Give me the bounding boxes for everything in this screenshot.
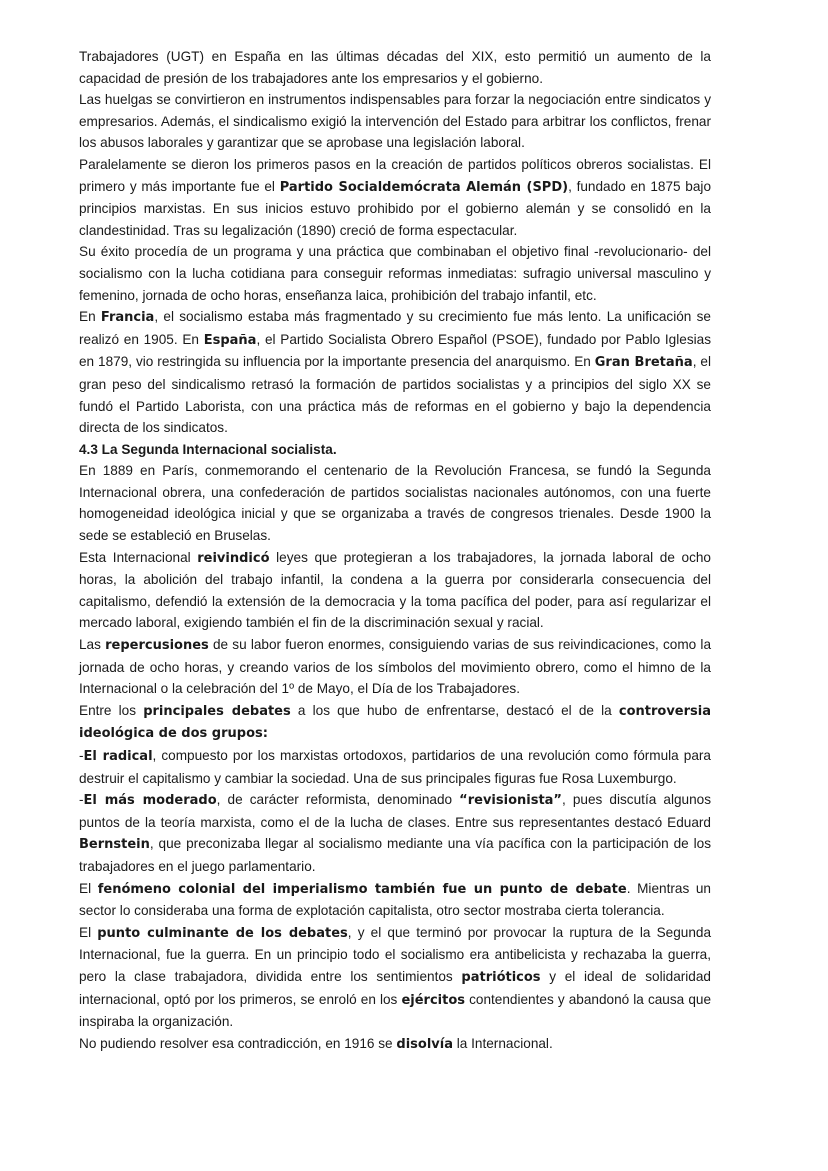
text-run: , el Partido Socialista Obrero Español (PSOE), fundado por Pablo Iglesias en 1879, vio restringida su influencia por la importante presencia del anarquismo. En xyxy=(79,331,711,370)
bold-text: España xyxy=(203,332,257,348)
bold-text: Bernstein xyxy=(79,837,150,853)
text-run: la Internacional. xyxy=(452,1035,553,1051)
text-run: . Mientras un sector lo consideraba una forma de explotación capitalista, otro sector mostraba cierta tolerancia. xyxy=(79,880,711,919)
paragraph xyxy=(79,306,711,439)
text-run: Paralelamente se dieron los primeros pasos en la creación de partidos políticos obreros socialistas. El primero y más importante fue el xyxy=(79,156,711,194)
bold-text: El radical xyxy=(83,749,153,764)
text-run: a los que hubo de enfrentarse, destacó el de la xyxy=(290,702,619,718)
paragraph xyxy=(79,460,711,546)
paragraph xyxy=(79,922,711,1033)
bold-text: El más moderado xyxy=(83,793,217,809)
text-run: , el gran peso del sindicalismo retrasó la formación de partidos socialistas y a principios del siglo XX se fundó el Partido Laborista, con una práctica más de reformas en el gobierno y bajo la dependencia directa de los sindicatos. xyxy=(79,354,711,436)
text-run: , compuesto por los marxistas ortodoxos, partidarios de una revolución como fórmula para destruir el capitalismo y cambiar la sociedad. Una de sus principales figuras fue Rosa Luxemburgo. xyxy=(79,748,711,786)
text-run: , fundado en 1875 bajo principios marxistas. En sus inicios estuvo prohibido por el gobierno alemán y se consolidó en la clandestinidad. Tras su legalización (1890) creció de forma espectacular. xyxy=(79,178,712,238)
text-run: contendientes y abandonó la causa que inspiraba la organización. xyxy=(79,991,711,1030)
bold-text: Gran Bretaña xyxy=(594,355,693,371)
text-run: Las huelgas se convirtieron en instrumentos indispensables para forzar la negociación entre sindicatos y empresarios. Además, el sindicalismo exigió la intervención del Estado para arbitrar los conflictos, frenar los abusos laborales y garantizar que se aprobase una legislación laboral. xyxy=(79,92,711,151)
bold-text: controversia ideológica de dos grupos: xyxy=(79,703,711,742)
text-run: - xyxy=(79,792,84,808)
paragraph xyxy=(79,241,711,306)
section-heading xyxy=(79,439,711,461)
paragraph xyxy=(79,1033,711,1056)
paragraph xyxy=(79,789,711,877)
paragraph xyxy=(79,547,711,634)
text-run: , de carácter reformista, denominado xyxy=(216,792,460,808)
bold-text: ejércitos xyxy=(401,992,465,1008)
paragraph xyxy=(79,634,711,700)
bold-text: reivindicó xyxy=(197,550,270,566)
text-run: y el ideal de solidaridad internacional, optó por los primeros, se enroló en los xyxy=(79,968,711,1007)
text-run: leyes que protegieran a los trabajadores, la jornada laboral de ocho horas, la abolición del trabajo infantil, la condena a la guerra por considerarla consecuencia del capitalismo, defendió la extensión de la democracia y la toma pacífica del poder, para así regularizar el mercado laboral, exigiendo también el fin de la discriminación sexual y racial. xyxy=(79,549,711,631)
bold-text: disolvía xyxy=(396,1036,453,1052)
paragraph xyxy=(79,89,711,154)
bold-text: 4.3 La Segunda Internacional socialista. xyxy=(79,441,337,457)
bold-text: principales debates xyxy=(143,703,291,719)
text-run: El xyxy=(79,924,98,940)
paragraph xyxy=(79,700,711,745)
bold-text: “revisionista” xyxy=(459,793,562,809)
text-run: Las xyxy=(79,637,106,653)
text-run: Trabajadores (UGT) en España en las últimas décadas del XIX, esto permitió un aumento de la capacidad de presión de los trabajadores ante los empresarios y el gobierno. xyxy=(79,49,711,86)
paragraph xyxy=(79,745,711,789)
text-run: Su éxito procedía de un programa y una práctica que combinaban el objetivo final -revolucionario- del socialismo con la lucha cotidiana para conseguir reformas inmediatas: sufragio universal masculino y femenino, jornada de ocho horas, enseñanza laica, prohibición del trabajo infantil, etc. xyxy=(79,244,711,303)
bold-text: repercusiones xyxy=(105,638,209,654)
bold-text: fenómeno colonial del imperialismo también fue un punto de debate xyxy=(97,881,627,897)
text-run: de su labor fueron enormes, consiguiendo varias de sus reivindicaciones, como la jornada de ocho horas, y creando varios de los símbolos del movimiento obrero, como el himno de la Internacional o la celebración del 1º de Mayo, el Día de los Trabajadores. xyxy=(79,637,712,697)
bold-text: patrióticos xyxy=(461,969,541,985)
text-run: , el socialismo estaba más fragmentado y su crecimiento fue más lento. La unificación se realizó en 1905. En xyxy=(79,309,711,347)
text-run: No pudiendo resolver esa contradicción, en 1916 se xyxy=(79,1035,397,1051)
paragraph xyxy=(79,878,711,922)
text-run: - xyxy=(79,748,84,763)
bold-text: Francia xyxy=(100,310,155,326)
text-run: , pues discutía algunos puntos de la teoría marxista, como el de la lucha de clases. Entre sus representantes destacó Eduard xyxy=(79,792,711,830)
text-run: En 1889 en París, conmemorando el centenario de la Revolución Francesa, se fundó la Segunda Internacional obrera, una confederación de partidos socialistas nacionales autónomos, con una fuerte homogeneidad ideológica inicial y que se organizaba a través de congresos trienales. Desde 1900 la sede se estableció en Bruselas. xyxy=(79,463,711,544)
bold-text: Partido Socialdemócrata Alemán (SPD) xyxy=(279,179,569,195)
paragraph xyxy=(79,154,711,241)
document-body xyxy=(79,46,711,1055)
text-run: Entre los xyxy=(79,702,144,718)
text-run: El xyxy=(79,880,98,896)
paragraph xyxy=(79,46,711,89)
text-run: , y el que terminó por provocar la ruptura de la Segunda Internacional, fue la guerra. En un principio todo el socialismo era antibelicista y rechazaba la guerra, pero la clase trabajadora, dividida entre los sentimientos xyxy=(79,924,711,984)
text-run: , que preconizaba llegar al socialismo mediante una vía pacífica con la participación de los trabajadores en el juego parlamentario. xyxy=(79,836,711,874)
text-run: En xyxy=(79,309,101,325)
bold-text: punto culminante de los debates xyxy=(97,925,348,941)
text-run: Esta Internacional xyxy=(79,549,198,565)
